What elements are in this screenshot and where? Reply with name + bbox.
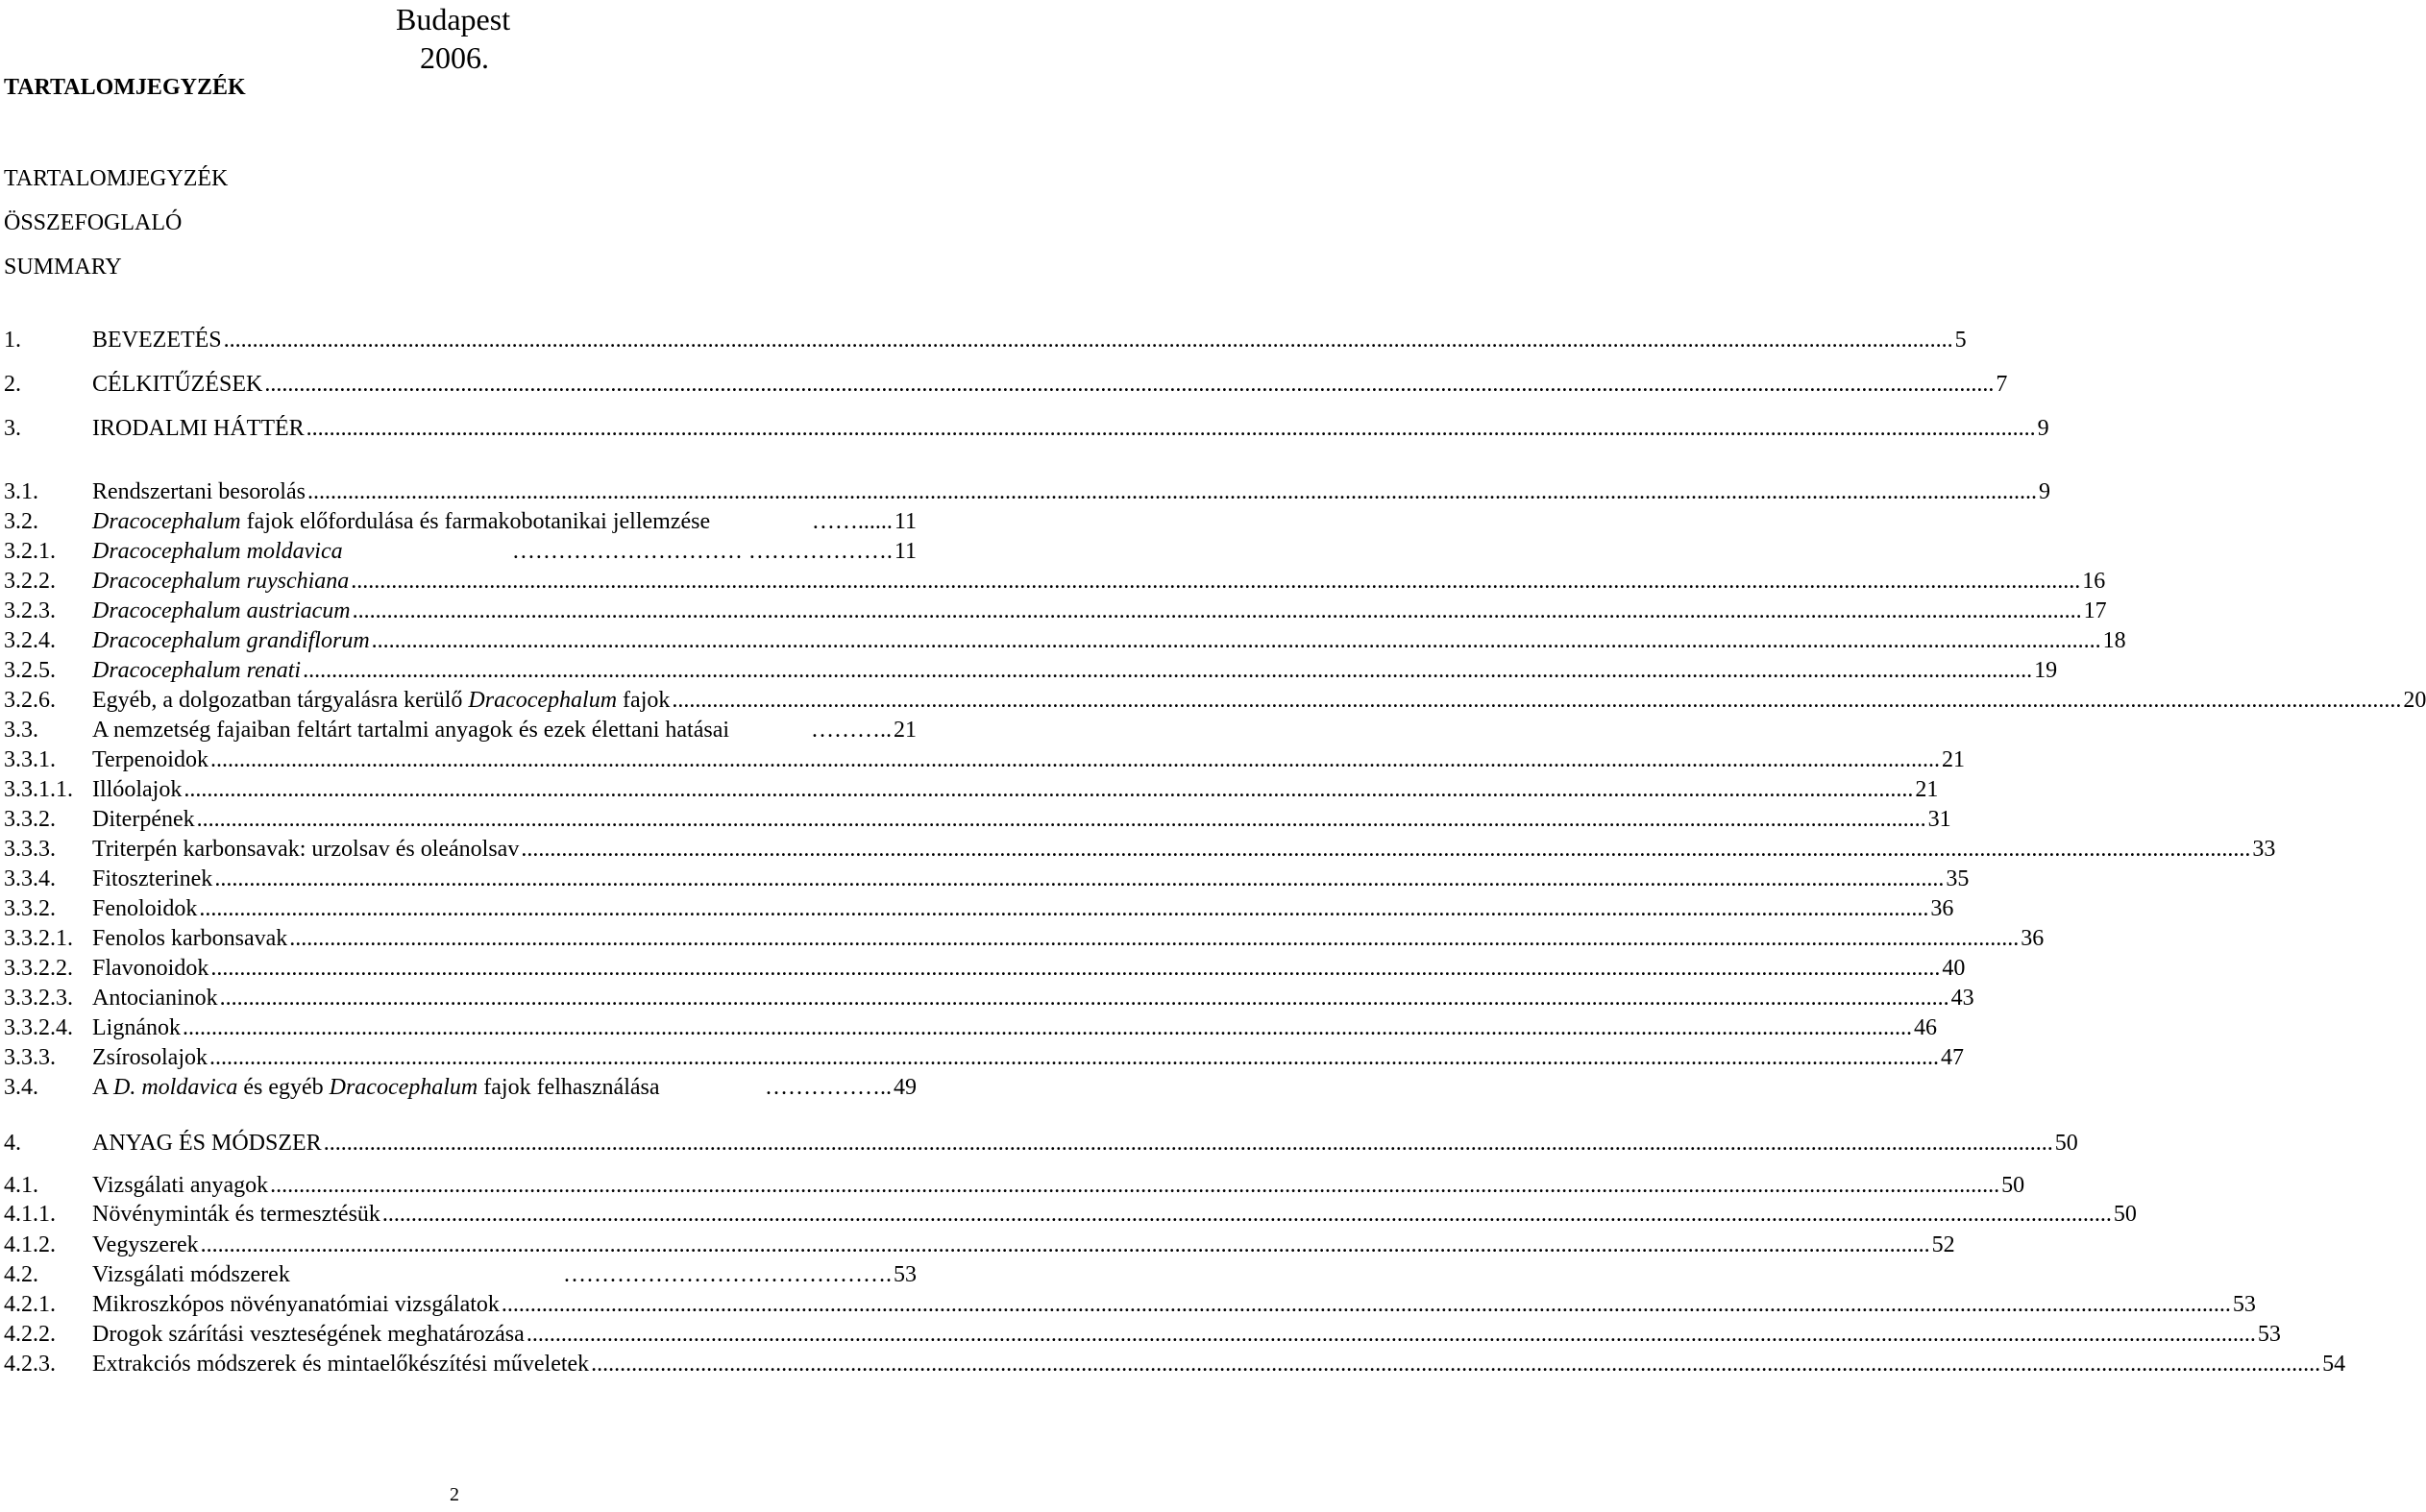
toc-entry-title: Rendszertani besorolás <box>92 479 306 504</box>
toc-entry-title: A D. moldavica és egyéb Dracocephalum fajok felhasználása <box>92 1075 660 1100</box>
toc-entry-number: 4.1. <box>4 1173 38 1198</box>
toc-entry-title: IRODALMI HÁTTÉR <box>92 416 305 441</box>
toc-entry-number: 4.2.3. <box>4 1352 56 1377</box>
toc-entry-page: 53 <box>2257 1322 2281 1347</box>
toc-entry-title: Növényminták és termesztésük <box>92 1202 380 1227</box>
toc-entry-page: 11 <box>894 509 917 534</box>
toc-entry-title: Extrakciós módszerek és mintaelőkészítési műveletek <box>92 1352 590 1377</box>
toc-entry-page: 16 <box>2082 569 2106 594</box>
toc-dot-leader: ……………………………………. <box>563 1262 892 1287</box>
toc-dot-leader: ……….. <box>811 718 892 743</box>
toc-entry-page: 7 <box>1996 372 2008 397</box>
toc-entry-page: 9 <box>2037 416 2049 441</box>
toc-dot-leader: ............................................................................................................................................................................................................................................................................................................ <box>209 747 1940 772</box>
toc-entry[interactable] <box>4 716 917 745</box>
toc-entry-title: CÉLKITŰZÉSEK <box>92 372 263 397</box>
toc-entry[interactable] <box>4 326 1967 355</box>
toc-dot-leader: ............................................................................................................................................................................................................................................................................................................ <box>219 986 1949 1011</box>
toc-entry-title: Mikroszkópos növényanatómiai vizsgálatok <box>92 1292 500 1317</box>
toc-dot-leader: ............................................................................................................................................................................................................................................................................................................ <box>196 807 1926 832</box>
toc-entry[interactable] <box>4 805 1951 835</box>
toc-entry-number: 3.3.2.1. <box>4 926 73 951</box>
toc-entry-page: 50 <box>2054 1131 2078 1156</box>
toc-entry-page: 31 <box>1927 807 1951 832</box>
toc-dot-leader: ............................................................................................................................................................................................................................................................................................................ <box>381 1202 2112 1227</box>
toc-entry-page: 19 <box>2034 658 2058 683</box>
toc-entry-number: 3.4. <box>4 1075 38 1100</box>
toc-entry[interactable] <box>4 745 1965 775</box>
toc-entry-page: 5 <box>1954 328 1967 353</box>
header-year: 2006. <box>420 40 489 75</box>
toc-entry-number: 3.3. <box>4 718 38 743</box>
toc-entry-page: 21 <box>1915 777 1939 802</box>
toc-entry-number: 4.1.1. <box>4 1202 56 1227</box>
toc-entry-page: 21 <box>1941 747 1965 772</box>
toc-entry[interactable] <box>4 537 917 567</box>
toc-entry[interactable] <box>4 1043 1964 1073</box>
toc-entry-number: 1. <box>4 328 21 353</box>
header-city: Budapest <box>396 2 511 37</box>
front-matter-summary-hu: ÖSSZEFOGLALÓ <box>4 210 183 235</box>
toc-entry-page: 18 <box>2102 628 2126 653</box>
toc-entry[interactable] <box>4 865 1970 894</box>
toc-entry-page: 53 <box>2232 1292 2256 1317</box>
toc-entry-title: Dracocephalum austriacum <box>92 598 351 623</box>
toc-entry-page: 47 <box>1941 1045 1964 1070</box>
toc-entry-number: 3.1. <box>4 479 38 504</box>
toc-entry[interactable] <box>4 507 917 537</box>
toc-entry-page: 49 <box>894 1075 917 1100</box>
toc-dot-leader: ............................................................................................................................................................................................................................................................................................................ <box>303 658 2033 683</box>
front-matter-toc: TARTALOMJEGYZÉK <box>4 166 229 191</box>
toc-entry-title: A nemzetség fajaiban feltárt tartalmi anyagok és ezek élettani hatásai <box>92 718 730 743</box>
toc-entry-title: Vegyszerek <box>92 1232 199 1257</box>
page-number: 2 <box>450 1484 459 1505</box>
toc-dot-leader: ............................................................................................................................................................................................................................................................................................................ <box>184 777 1914 802</box>
toc-entry-title: Illóolajok <box>92 777 183 802</box>
toc-entry[interactable] <box>4 775 1939 805</box>
toc-entry-number: 3.3.1.1. <box>4 777 73 802</box>
toc-entry-number: 3.3.2.3. <box>4 986 73 1011</box>
toc-entry[interactable] <box>4 1231 1955 1260</box>
toc-entry[interactable] <box>4 626 2126 656</box>
toc-dot-leader: ............................................................................................................................................................................................................................................................................................................ <box>182 1015 1912 1040</box>
toc-entry-number: 3.3.2. <box>4 807 56 832</box>
toc-entry-number: 3.2.5. <box>4 658 56 683</box>
toc-entry-page: 35 <box>1946 866 1970 891</box>
toc-entry-title: Dracocephalum ruyschiana <box>92 569 350 594</box>
toc-entry-title: Terpenoidok <box>92 747 208 772</box>
toc-entry-title: Dracocephalum fajok előfordulása és farmakobotanikai jellemzése <box>92 509 711 534</box>
toc-entry-page: 21 <box>894 718 917 743</box>
toc-dot-leader: ............................................................................................................................................................................................................................................................................................................ <box>199 896 1929 921</box>
toc-entry-title: Flavonoidok <box>92 956 209 981</box>
toc-entry-number: 3.2.2. <box>4 569 56 594</box>
toc-entry-page: 9 <box>2038 479 2050 504</box>
toc-entry[interactable] <box>4 1013 1937 1043</box>
toc-entry[interactable] <box>4 414 2049 444</box>
toc-entry[interactable] <box>4 984 1974 1013</box>
toc-dot-leader: ............................................................................................................................................................................................................................................................................................................ <box>270 1173 2000 1198</box>
toc-dot-leader: ………………………… ………………. <box>511 539 893 564</box>
toc-entry[interactable] <box>4 1290 2256 1320</box>
toc-entry-page: 11 <box>894 539 917 564</box>
toc-dot-leader: ............................................................................................................................................................................................................................................................................................................ <box>306 479 2037 504</box>
toc-entry-title: Fenolos karbonsavak <box>92 926 288 951</box>
toc-dot-leader: ............................................................................................................................................................................................................................................................................................................ <box>591 1352 2321 1377</box>
toc-entry-title: Dracocephalum renati <box>92 658 302 683</box>
toc-dot-leader: ............................................................................................................................................................................................................................................................................................................ <box>210 956 1941 981</box>
toc-entry-page: 52 <box>1931 1232 1955 1257</box>
toc-entry-title: Vizsgálati anyagok <box>92 1173 269 1198</box>
toc-entry-title: Dracocephalum moldavica <box>92 539 343 564</box>
toc-dot-leader: ............................................................................................................................................................................................................................................................................................................ <box>526 1322 2256 1347</box>
toc-entry-number: 3.3.4. <box>4 866 56 891</box>
toc-entry-page: 36 <box>1930 896 1954 921</box>
toc-entry-number: 4.1.2. <box>4 1232 56 1257</box>
toc-entry-title: Vizsgálati módszerek <box>92 1262 290 1287</box>
toc-dot-leader: ............................................................................................................................................................................................................................................................................................................ <box>306 416 2036 441</box>
toc-entry[interactable] <box>4 567 2106 597</box>
toc-entry-number: 2. <box>4 372 21 397</box>
toc-entry-title: ANYAG ÉS MÓDSZER <box>92 1131 322 1156</box>
front-matter-summary-en: SUMMARY <box>4 255 122 280</box>
toc-entry[interactable] <box>4 1129 2078 1158</box>
toc-entry-page: 20 <box>2403 688 2426 713</box>
toc-dot-leader: ............................................................................................................................................................................................................................................................................................................ <box>289 926 2020 951</box>
toc-entry[interactable] <box>4 686 2426 716</box>
toc-entry-number: 3. <box>4 416 21 441</box>
toc-entry-number: 3.3.2. <box>4 896 56 921</box>
toc-heading: TARTALOMJEGYZÉK <box>4 75 246 100</box>
toc-entry-title: Antocianinok <box>92 986 218 1011</box>
toc-entry-title: Zsírosolajok <box>92 1045 208 1070</box>
toc-dot-leader: ............................................................................................................................................................................................................................................................................................................ <box>352 598 2082 623</box>
toc-entry-title: BEVEZETÉS <box>92 328 222 353</box>
toc-entry-page: 36 <box>2021 926 2045 951</box>
toc-entry[interactable] <box>4 1260 917 1290</box>
toc-entry[interactable] <box>4 924 2045 954</box>
toc-dot-leader: ............................................................................................................................................................................................................................................................................................................ <box>351 569 2081 594</box>
toc-entry[interactable] <box>4 477 2050 507</box>
toc-dot-leader: ............................................................................................................................................................................................................................................................................................................ <box>323 1131 2053 1156</box>
toc-entry[interactable] <box>4 1171 2025 1201</box>
toc-dot-leader: ............................................................................................................................................................................................................................................................................................................ <box>200 1232 1930 1257</box>
toc-dot-leader: ............................................................................................................................................................................................................................................................................................................ <box>209 1045 1939 1070</box>
toc-entry-number: 3.3.2.4. <box>4 1015 73 1040</box>
toc-entry[interactable] <box>4 954 1966 984</box>
toc-entry[interactable] <box>4 1073 917 1103</box>
toc-entry[interactable] <box>4 1320 2281 1350</box>
toc-entry-title: Triterpén karbonsavak: urzolsav és oleánolsav <box>92 837 520 862</box>
toc-entry-number: 3.2. <box>4 509 38 534</box>
toc-entry-number: 3.2.4. <box>4 628 56 653</box>
toc-entry-number: 3.3.1. <box>4 747 56 772</box>
toc-entry[interactable] <box>4 894 1954 924</box>
toc-dot-leader: ............................................................................................................................................................................................................................................................................................................ <box>264 372 1995 397</box>
toc-dot-leader: ............................................................................................................................................................................................................................................................................................................ <box>521 837 2251 862</box>
toc-entry-page: 50 <box>2001 1173 2025 1198</box>
toc-dot-leader: ……...... <box>811 509 893 534</box>
toc-entry[interactable] <box>4 1350 2346 1379</box>
toc-entry-number: 3.3.2.2. <box>4 956 73 981</box>
toc-entry-title: Dracocephalum grandiflorum <box>92 628 370 653</box>
toc-entry-page: 46 <box>1913 1015 1937 1040</box>
toc-entry-number: 4.2. <box>4 1262 38 1287</box>
toc-dot-leader: ............................................................................................................................................................................................................................................................................................................ <box>371 628 2101 653</box>
toc-entry-page: 40 <box>1942 956 1966 981</box>
toc-entry-number: 4.2.2. <box>4 1322 56 1347</box>
toc-entry-number: 4.2.1. <box>4 1292 56 1317</box>
toc-entry-title: Diterpének <box>92 807 195 832</box>
toc-dot-leader: ............................................................................................................................................................................................................................................................................................................ <box>672 688 2402 713</box>
toc-dot-leader: …………….. <box>765 1075 892 1100</box>
toc-entry-number: 3.2.3. <box>4 598 56 623</box>
toc-entry[interactable] <box>4 370 2008 400</box>
toc-entry-page: 43 <box>1950 986 1974 1011</box>
toc-entry[interactable] <box>4 835 2276 865</box>
toc-entry-title: Egyéb, a dolgozatban tárgyalásra kerülő Dracocephalum fajok <box>92 688 671 713</box>
toc-entry-title: Fenoloidok <box>92 896 198 921</box>
toc-entry-number: 3.2.6. <box>4 688 56 713</box>
toc-entry-page: 54 <box>2322 1352 2346 1377</box>
toc-entry-number: 3.2.1. <box>4 539 56 564</box>
toc-entry[interactable] <box>4 1200 2137 1230</box>
toc-entry-page: 53 <box>894 1262 917 1287</box>
toc-entry-page: 17 <box>2083 598 2107 623</box>
toc-dot-leader: ............................................................................................................................................................................................................................................................................................................ <box>501 1292 2231 1317</box>
toc-entry-page: 33 <box>2252 837 2276 862</box>
toc-entry-title: Fitoszterinek <box>92 866 213 891</box>
toc-entry-title: Drogok szárítási veszteségének meghatározása <box>92 1322 525 1347</box>
toc-entry-number: 3.3.3. <box>4 837 56 862</box>
toc-entry[interactable] <box>4 656 2058 686</box>
toc-dot-leader: ............................................................................................................................................................................................................................................................................................................ <box>223 328 1953 353</box>
toc-entry-number: 3.3.3. <box>4 1045 56 1070</box>
toc-dot-leader: ............................................................................................................................................................................................................................................................................................................ <box>214 866 1945 891</box>
toc-entry-page: 50 <box>2113 1202 2137 1227</box>
toc-entry[interactable] <box>4 597 2107 626</box>
toc-entry-title: Lignánok <box>92 1015 181 1040</box>
toc-entry-number: 4. <box>4 1131 21 1156</box>
